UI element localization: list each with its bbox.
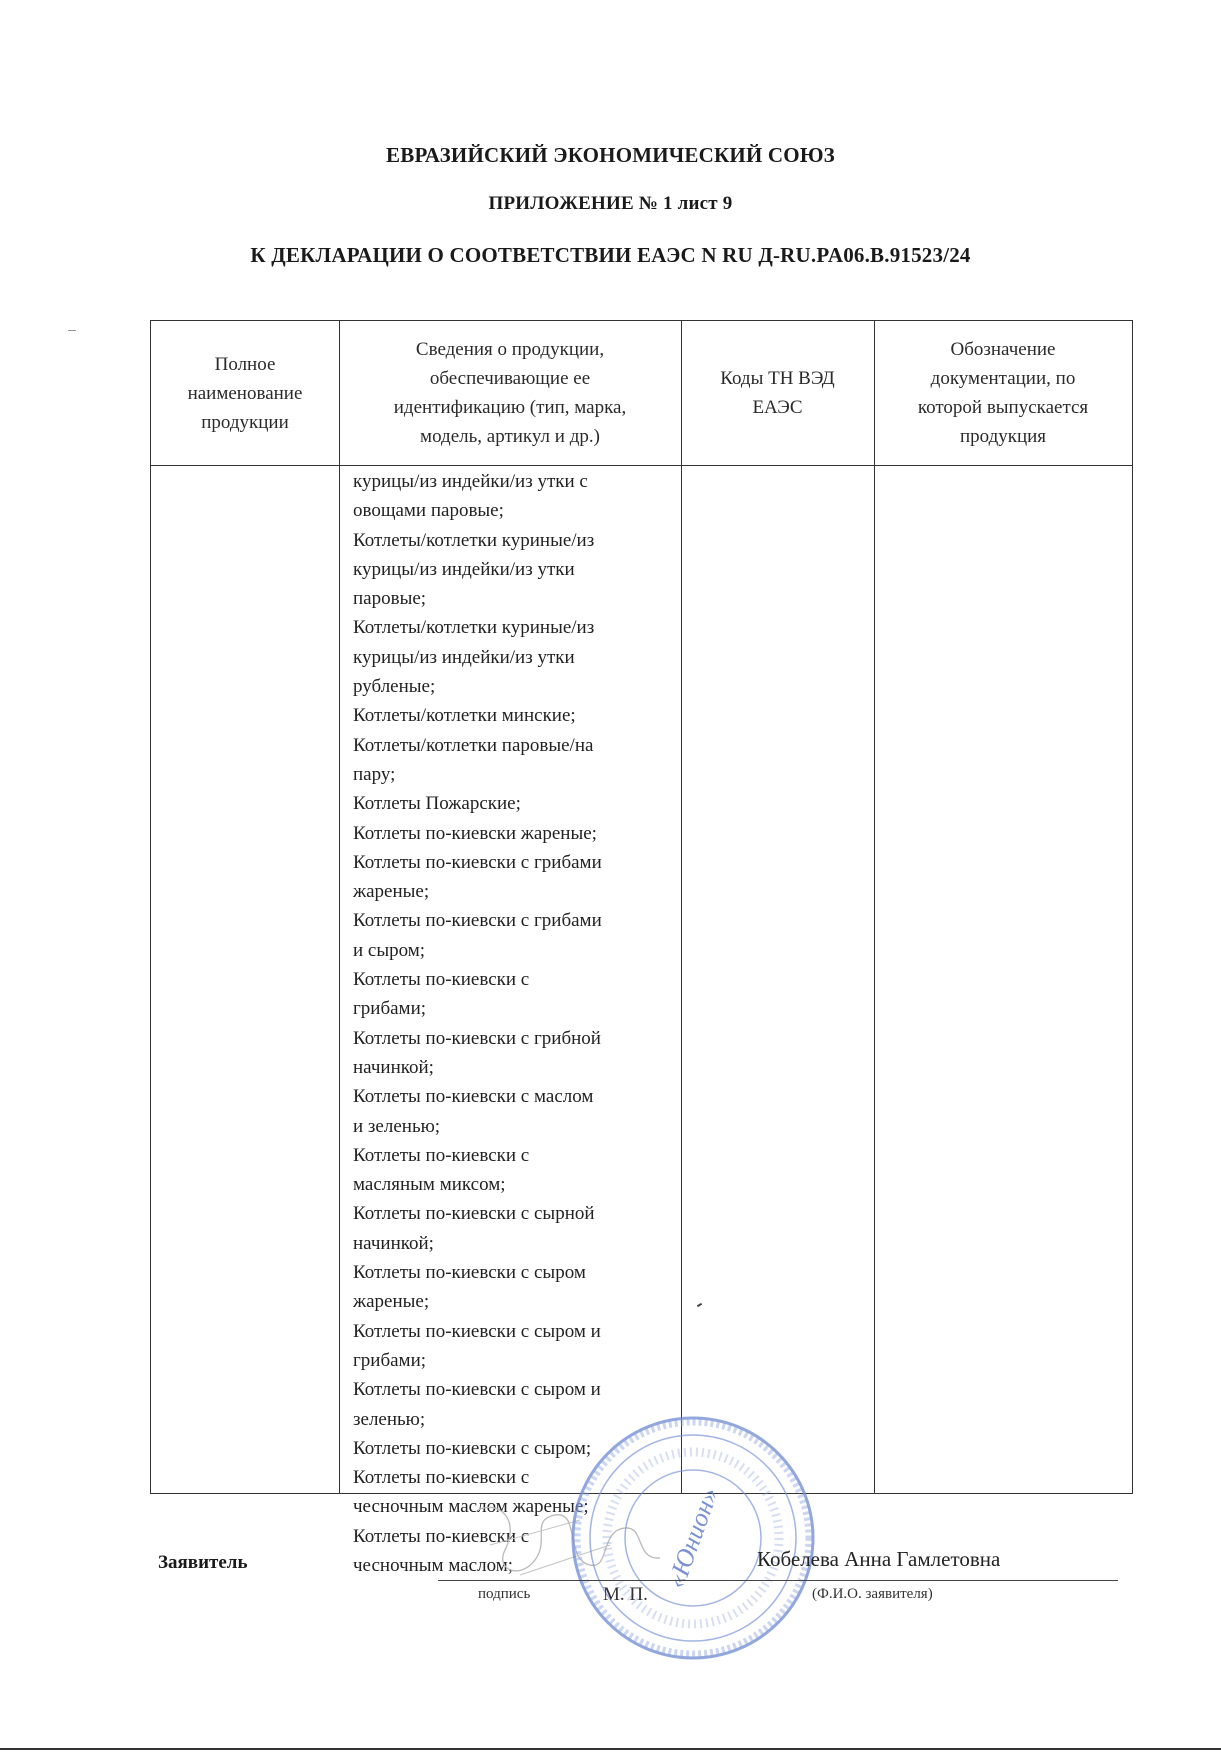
- applicant-name: Кобелева Анна Гамлетовна: [757, 1547, 1001, 1571]
- applicant-label: Заявитель: [158, 1552, 248, 1573]
- name-caption: (Ф.И.О. заявителя): [812, 1586, 933, 1602]
- signature-line: [438, 1580, 1118, 1581]
- product-line: Котлеты/котлетки паровые/на: [353, 734, 594, 756]
- header-line: документации, по: [930, 368, 1076, 389]
- product-line: Котлеты по-киевски с маслом: [353, 1086, 594, 1108]
- product-line: рубленые;: [353, 676, 436, 698]
- declaration-title: К ДЕКЛАРАЦИИ О СООТВЕТСТВИИ ЕАЭС N RU Д-RU.PA06.B.91523/24: [250, 243, 971, 267]
- product-line: жареные;: [353, 881, 430, 903]
- appendix-title: ПРИЛОЖЕНИЕ № 1 лист 9: [488, 193, 733, 214]
- product-line: овощами паровые;: [353, 500, 504, 522]
- product-line: Котлеты по-киевски жареные;: [353, 822, 597, 844]
- product-line: и сыром;: [353, 939, 426, 961]
- product-line: Котлеты по-киевски с сыром: [353, 1262, 586, 1284]
- product-line: Котлеты по-киевски с: [353, 969, 530, 991]
- product-line: курицы/из индейки/из утки: [353, 558, 575, 580]
- header-cell-lines: [188, 350, 303, 437]
- header-line: наименование: [187, 382, 303, 404]
- product-line: чесночным маслом;: [353, 1554, 514, 1576]
- product-line: Котлеты по-киевски с сыром;: [353, 1437, 592, 1459]
- header-divider: [151, 465, 1132, 466]
- header-cell-lines: [918, 335, 1088, 451]
- header-line: которой выпускается: [917, 397, 1089, 418]
- product-line: начинкой;: [353, 1056, 434, 1078]
- margin-mark: [68, 330, 76, 331]
- product-line: Котлеты Пожарские;: [353, 793, 521, 815]
- header-line: Сведения о продукции,: [415, 339, 605, 360]
- company-seal: [565, 1410, 820, 1665]
- product-line: грибами;: [353, 1349, 427, 1371]
- product-line: Котлеты по-киевски с: [353, 1525, 530, 1547]
- header-line: идентификацию (тип, марка,: [393, 397, 627, 418]
- product-line: курицы/из индейки/из утки: [353, 646, 575, 668]
- column-divider: [339, 321, 340, 1493]
- header-line: Полное: [214, 353, 276, 375]
- product-line: грибами;: [353, 998, 427, 1020]
- product-line: Котлеты/котлетки куриные/из: [353, 617, 595, 639]
- product-line: Котлеты по-киевски с: [353, 1467, 530, 1489]
- stamp-caption: М. П.: [603, 1584, 648, 1605]
- product-line: паровые;: [353, 588, 427, 610]
- header-line: продукции: [201, 411, 289, 433]
- union-title: ЕВРАЗИЙСКИЙ ЭКОНОМИЧЕСКИЙ СОЮЗ: [386, 143, 835, 167]
- header-line: модель, артикул и др.): [420, 426, 600, 447]
- product-line: чесночным маслом жареные;: [353, 1496, 589, 1518]
- scan-edge-line: [0, 1748, 1221, 1750]
- product-line: начинкой;: [353, 1232, 434, 1254]
- product-line: и зеленью;: [353, 1115, 441, 1137]
- product-line: Котлеты по-киевски с грибами: [353, 910, 602, 932]
- column-header-documentation: [874, 321, 1132, 465]
- signature-caption: подпись: [478, 1586, 531, 1602]
- product-line: Котлеты по-киевски с: [353, 1144, 530, 1166]
- product-line: Котлеты по-киевски с сырной: [353, 1203, 595, 1225]
- product-line: жареные;: [353, 1291, 430, 1313]
- header-line: Коды ТН ВЭД: [720, 368, 835, 389]
- product-line: Котлеты/котлетки куриные/из: [353, 529, 595, 551]
- product-line: курицы/из индейки/из утки с: [353, 471, 588, 492]
- header-line: ЕАЭС: [752, 397, 803, 418]
- product-line: зеленью;: [353, 1408, 426, 1430]
- product-line: Котлеты по-киевски с сыром и: [353, 1379, 601, 1401]
- product-line: Котлеты по-киевски с грибной: [353, 1027, 601, 1049]
- product-line: пару;: [353, 763, 396, 785]
- product-line: масляным миксом;: [353, 1174, 506, 1196]
- header-cell-lines: [720, 364, 835, 422]
- column-divider: [874, 321, 875, 1493]
- header-line: продукция: [959, 426, 1047, 447]
- product-line: Котлеты по-киевски с сыром и: [353, 1320, 601, 1342]
- header-line: Обозначение: [950, 339, 1056, 360]
- product-line: Котлеты по-киевски с грибами: [353, 851, 602, 873]
- header-line: обеспечивающие ее: [429, 368, 591, 389]
- header-cell-lines: [394, 335, 626, 451]
- column-header-product-name: [151, 321, 339, 465]
- column-header-product-info: [339, 321, 681, 465]
- product-line: Котлеты/котлетки минские;: [353, 705, 576, 727]
- seal-center-text: «Юнион»: [661, 1483, 725, 1592]
- column-header-tn-ved-codes: [681, 321, 874, 465]
